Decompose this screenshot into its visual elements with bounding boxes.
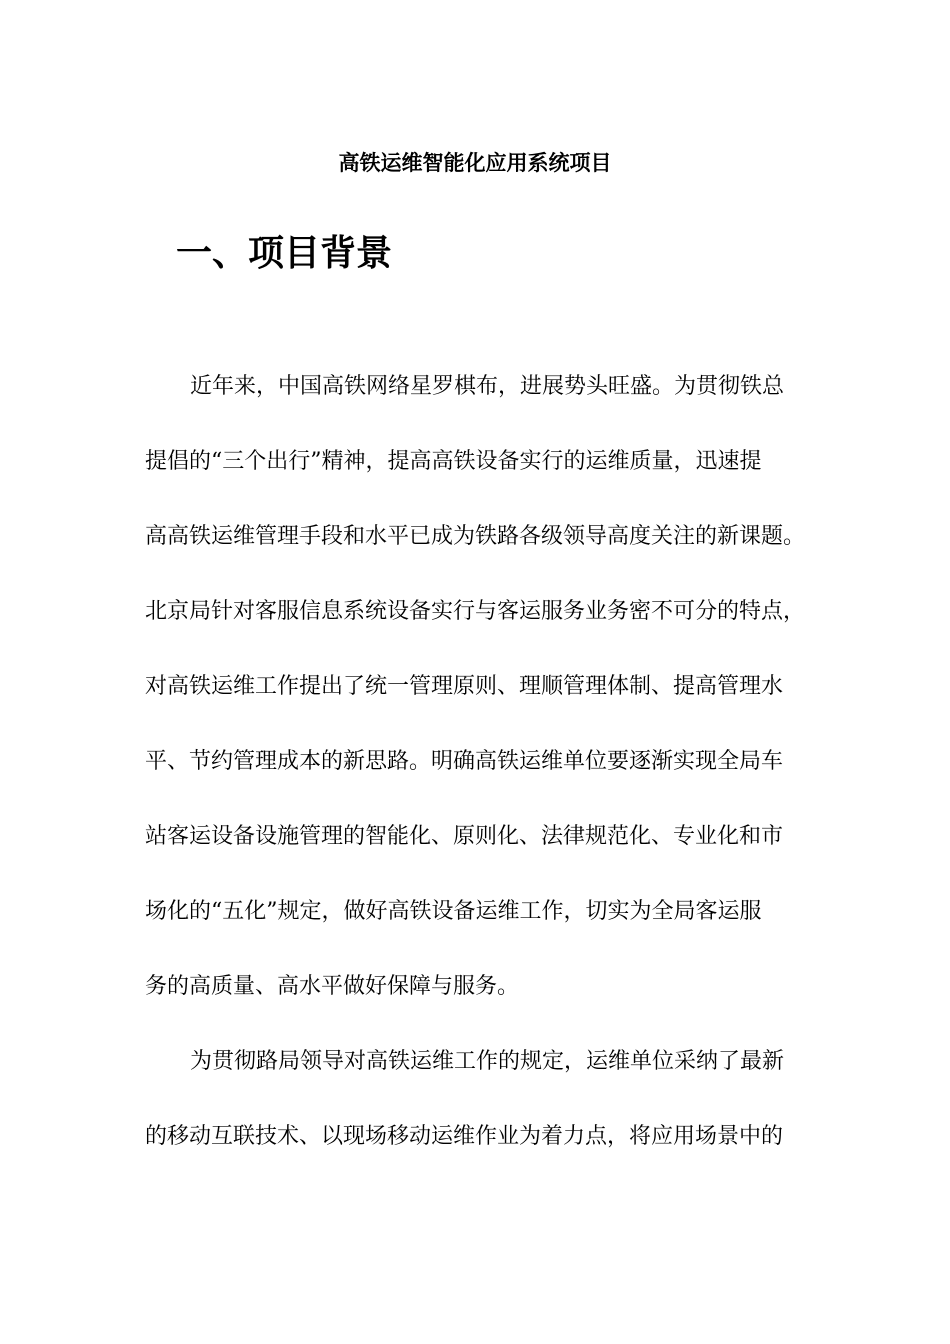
- paragraph-line: 平、节约管理成本的新思路。明确高铁运维单位要逐渐实现全局车: [145, 749, 784, 774]
- paragraph-line: 对高铁运维工作提出了统一管理原则、理顺管理体制、提高管理水: [145, 674, 784, 699]
- paragraph-line: 北京局针对客服信息系统设备实行与客运服务业务密不可分的特点，: [145, 599, 806, 624]
- paragraph-line: 场化的“五化”规定，做好高铁设备运维工作，切实为全局客运服: [145, 899, 762, 924]
- paragraph-line: 为贯彻路局领导对高铁运维工作的规定，运维单位采纳了最新: [190, 1049, 785, 1074]
- paragraph-line: 站客运设备设施管理的智能化、原则化、法律规范化、专业化和市: [145, 824, 784, 849]
- paragraph-line: 的移动互联技术、以现场移动运维作业为着力点，将应用场景中的: [145, 1124, 784, 1149]
- document-title: 高铁运维智能化应用系统项目: [338, 151, 612, 175]
- section-heading: 一、项目背景: [176, 233, 393, 274]
- paragraph-line: 高高铁运维管理手段和水平已成为铁路各级领导高度关注的新课题。: [145, 524, 806, 549]
- paragraph-line: 提倡的“三个出行”精神，提高高铁设备实行的运维质量，迅速提: [145, 449, 762, 474]
- paragraph-line: 近年来，中国高铁网络星罗棋布，进展势头旺盛。为贯彻铁总: [190, 374, 785, 399]
- paragraph-line: 务的高质量、高水平做好保障与服务。: [145, 974, 520, 999]
